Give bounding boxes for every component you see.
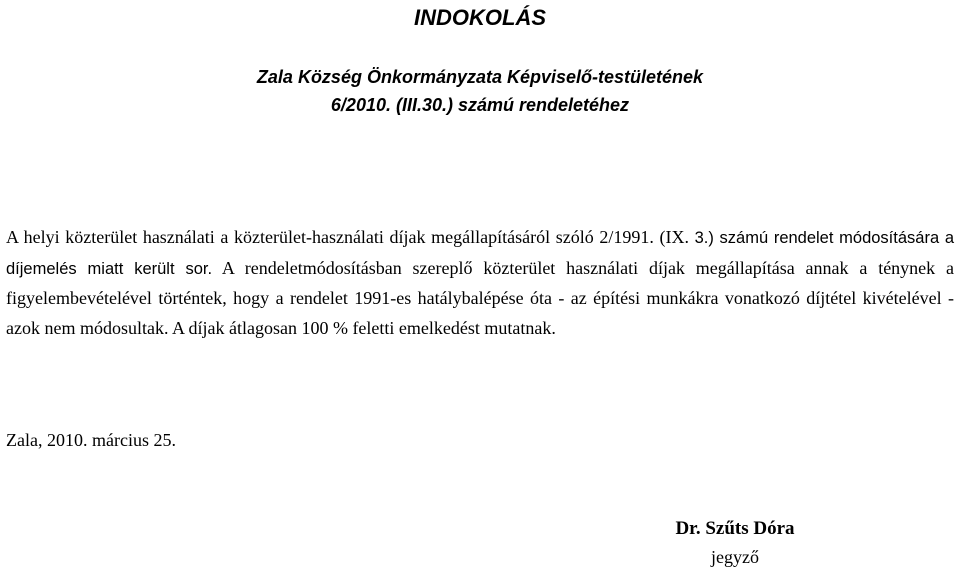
subtitle-line-2: 6/2010. (III.30.) számú rendeletéhez (330, 95, 630, 115)
paragraph-part-2: 3.) számú rendelet módosítására a díjemelés miatt került sor. (6, 229, 954, 278)
paragraph-part-3: A rendeletmódosításban szereplő közterület használati díjak megállapítása annak a ténynek a figyelembevételével történtek, hogy a rendelet 1991-es hatálybalépése óta - az építési munkákra vonatkozó díjtétel kivételével - azok nem módosultak. A díjak átlagosan 100 % feletti emelkedést mutatnak. (6, 257, 954, 338)
justification-paragraph (6, 223, 954, 343)
document-title: INDOKOLÁS (414, 5, 546, 30)
place-and-date: Zala, 2010. március 25. (6, 430, 176, 450)
signature-block (615, 515, 855, 571)
subtitle-line-1: Zala Község Önkormányzata Képviselő-testületének (256, 67, 704, 87)
paragraph-part-1: A helyi közterület használati a közterület-használati díjak megállapításáról szóló 2/1991. (IX. (6, 227, 695, 247)
signatory-role: jegyző (711, 547, 759, 567)
signatory-name: Dr. Szűts Dóra (675, 518, 795, 539)
